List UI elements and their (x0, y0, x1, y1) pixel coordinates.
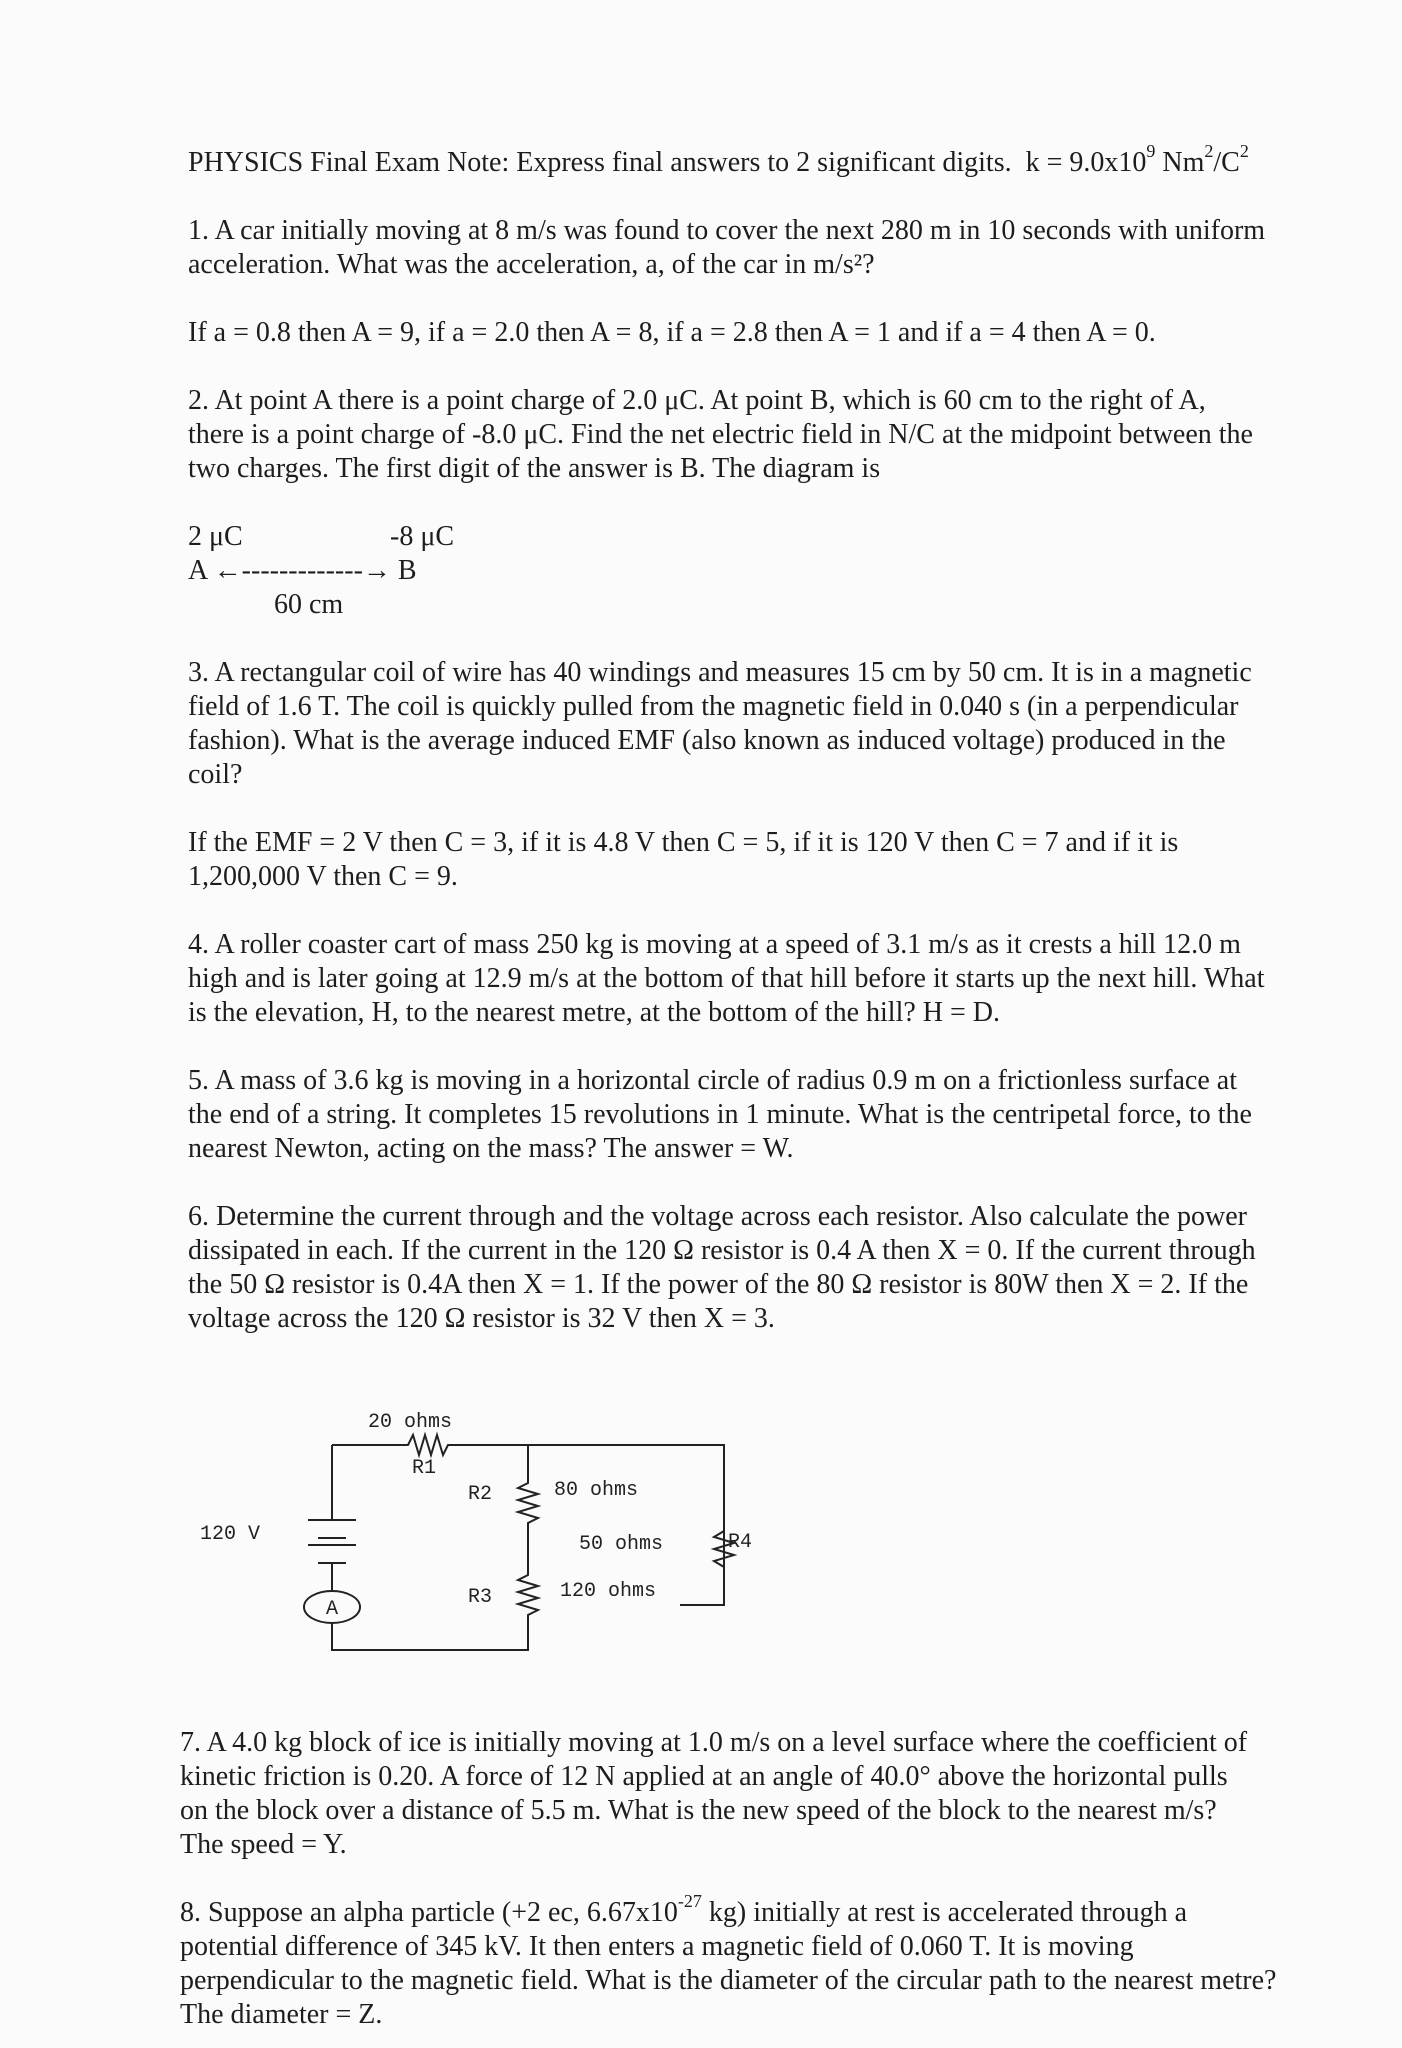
q6-line-2: dissipated in each. If the current in the 120 Ω resistor is 0.4 A then X = 0. If the current through (188, 1235, 1256, 1266)
ammeter-label: A (325, 1598, 339, 1621)
q5-line-3: nearest Newton, acting on the mass? The answer = W. (188, 1133, 794, 1164)
q6-line-1: 6. Determine the current through and the voltage across each resistor. Also calculate the power (188, 1201, 1247, 1232)
r1-value-label: 20 ohms (368, 1411, 453, 1434)
q1-answer-key: If a = 0.8 then A = 9, if a = 2.0 then A = 8, if a = 2.8 then A = 1 and if a = 4 then A = 0. (188, 317, 1156, 348)
source-voltage-label: 120 V (200, 1523, 261, 1546)
q8-line-2: potential difference of 345 kV. It then enters a magnetic field of 0.060 T. It is moving (180, 1931, 1134, 1962)
q2-line-3: two charges. The first digit of the answer is B. The diagram is (188, 453, 881, 484)
r1-label: R1 (412, 1457, 437, 1480)
header-title: PHYSICS Final Exam Note: Express final answers to 2 significant digits. (188, 147, 1012, 178)
q4-line-1: 4. A roller coaster cart of mass 250 kg is moving at a speed of 3.1 m/s as it crests a hill 12.0 m (188, 929, 1241, 960)
r4-label: R4 (727, 1531, 752, 1554)
q8-line-4: The diameter = Z. (180, 1999, 383, 2030)
q4-line-2: high and is later going at 12.9 m/s at the bottom of that hill before it starts up the next hill. What (188, 963, 1265, 994)
r2-label: R2 (468, 1483, 493, 1506)
charge-b-label: -8 μC (390, 521, 455, 552)
q6-line-3: the 50 Ω resistor is 0.4A then X = 1. If the power of the 80 Ω resistor is 80W then X = 2. If the (188, 1269, 1249, 1300)
q1-line-2: acceleration. What was the acceleration, a, of the car in m/s²? (188, 249, 875, 280)
r3-value-label: 120 ohms (560, 1580, 657, 1603)
r2-value-label: 80 ohms (554, 1479, 639, 1502)
q8-line-1: 8. Suppose an alpha particle (+2 ec, $6.67x10^{-27}$ kg) initially at rest is accelerated through a (180, 1890, 1188, 1928)
q6-line-4: voltage across the 120 Ω resistor is 32 V then X = 3. (188, 1303, 775, 1334)
q7-line-2: kinetic friction is 0.20. A force of 12 N applied at an angle of 40.0° above the horizontal pulls (180, 1761, 1228, 1792)
charge-a-label: 2 μC (188, 521, 243, 552)
q4-line-3: is the elevation, H, to the nearest metre, at the bottom of the hill? H = D. (188, 997, 1001, 1028)
q3-line-1: 3. A rectangular coil of wire has 40 windings and measures 15 cm by 50 cm. It is in a magnetic (188, 657, 1252, 688)
q3-line-3: fashion). What is the average induced EMF (also known as induced voltage) produced in the (188, 725, 1226, 756)
q3-line-4: coil? (188, 759, 243, 790)
r3-label: R3 (468, 1586, 493, 1609)
exam-header (188, 140, 1249, 180)
distance-label: 60 cm (274, 589, 344, 620)
q7-line-4: The speed = Y. (180, 1829, 347, 1860)
q5-line-1: 5. A mass of 3.6 kg is moving in a horizontal circle of radius 0.9 m on a frictionless surface at (188, 1065, 1237, 1096)
coulomb-constant: $k = 9.0x10^9$ $Nm^2/C^2$ (1025, 140, 1249, 178)
q7-line-1: 7. A 4.0 kg block of ice is initially moving at 1.0 m/s on a level surface where the coefficient of (180, 1727, 1248, 1758)
r4-value-label: 50 ohms (579, 1533, 664, 1556)
circuit-diagram (196, 1395, 756, 1675)
q3-line-2: field of 1.6 T. The coil is quickly pulled from the magnetic field in 0.040 s (in a perpendicular (188, 691, 1239, 722)
q3-answer-key-1: If the EMF = 2 V then C = 3, if it is 4.8 V then C = 5, if it is 120 V then C = 7 and if it is (188, 827, 1179, 858)
q8-line-3: perpendicular to the magnetic field. What is the diameter of the circular path to the nearest metre? (180, 1965, 1277, 1996)
q7-line-3: on the block over a distance of 5.5 m. What is the new speed of the block to the nearest m/s? (180, 1795, 1217, 1826)
q1-line-1: 1. A car initially moving at 8 m/s was found to cover the next 280 m in 10 seconds with uniform (188, 215, 1266, 246)
q3-answer-key-2: 1,200,000 V then C = 9. (188, 861, 458, 892)
q2-line-1: 2. At point A there is a point charge of 2.0 μC. At point B, which is 60 cm to the right of A, (188, 385, 1206, 416)
charge-arrow-diagram: A ←-------------→ B (188, 555, 417, 586)
q5-line-2: the end of a string. It completes 15 revolutions in 1 minute. What is the centripetal force, to the (188, 1099, 1252, 1130)
q2-line-2: there is a point charge of -8.0 μC. Find the net electric field in N/C at the midpoint between the (188, 419, 1253, 450)
